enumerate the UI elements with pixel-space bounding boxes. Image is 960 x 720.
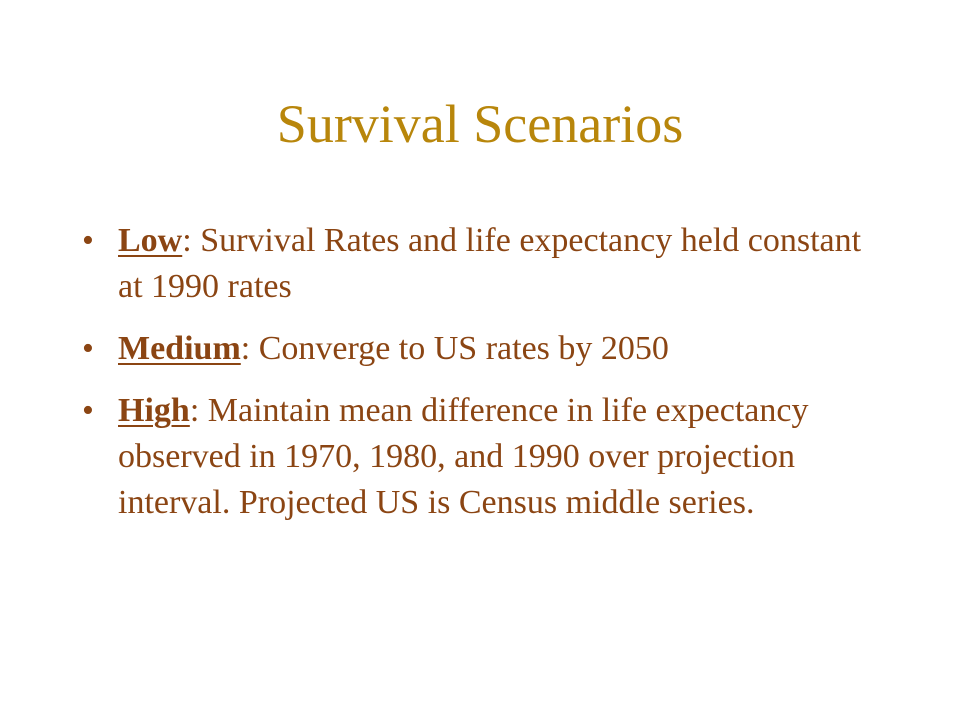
bullet-text-medium: Converge to US rates by 2050: [250, 330, 669, 367]
bullet-term-low: Low: [118, 222, 183, 259]
bullet-separator: :: [182, 222, 192, 259]
bullet-term-high: High: [118, 392, 190, 429]
bullet-term-medium: Medium: [118, 330, 241, 367]
bullet-text-low: Survival Rates and life expectancy held constant at 1990 rates: [118, 222, 862, 305]
bullet-icon: •: [82, 330, 94, 367]
bullet-list: [82, 218, 882, 542]
bullet-item-medium: [82, 326, 882, 372]
bullet-separator: :: [240, 330, 251, 367]
bullet-icon: •: [82, 222, 94, 259]
bullet-item-low: [82, 218, 882, 310]
bullet-text-high: Maintain mean difference in life expectancy observed in 1970, 1980, and 1990 over projection interval. Projected US is Census middle series.: [118, 392, 809, 521]
bullet-separator: :: [189, 392, 200, 429]
slide-title: Survival Scenarios: [276, 94, 684, 154]
bullet-icon: •: [82, 392, 94, 429]
bullet-item-high: [82, 388, 882, 526]
